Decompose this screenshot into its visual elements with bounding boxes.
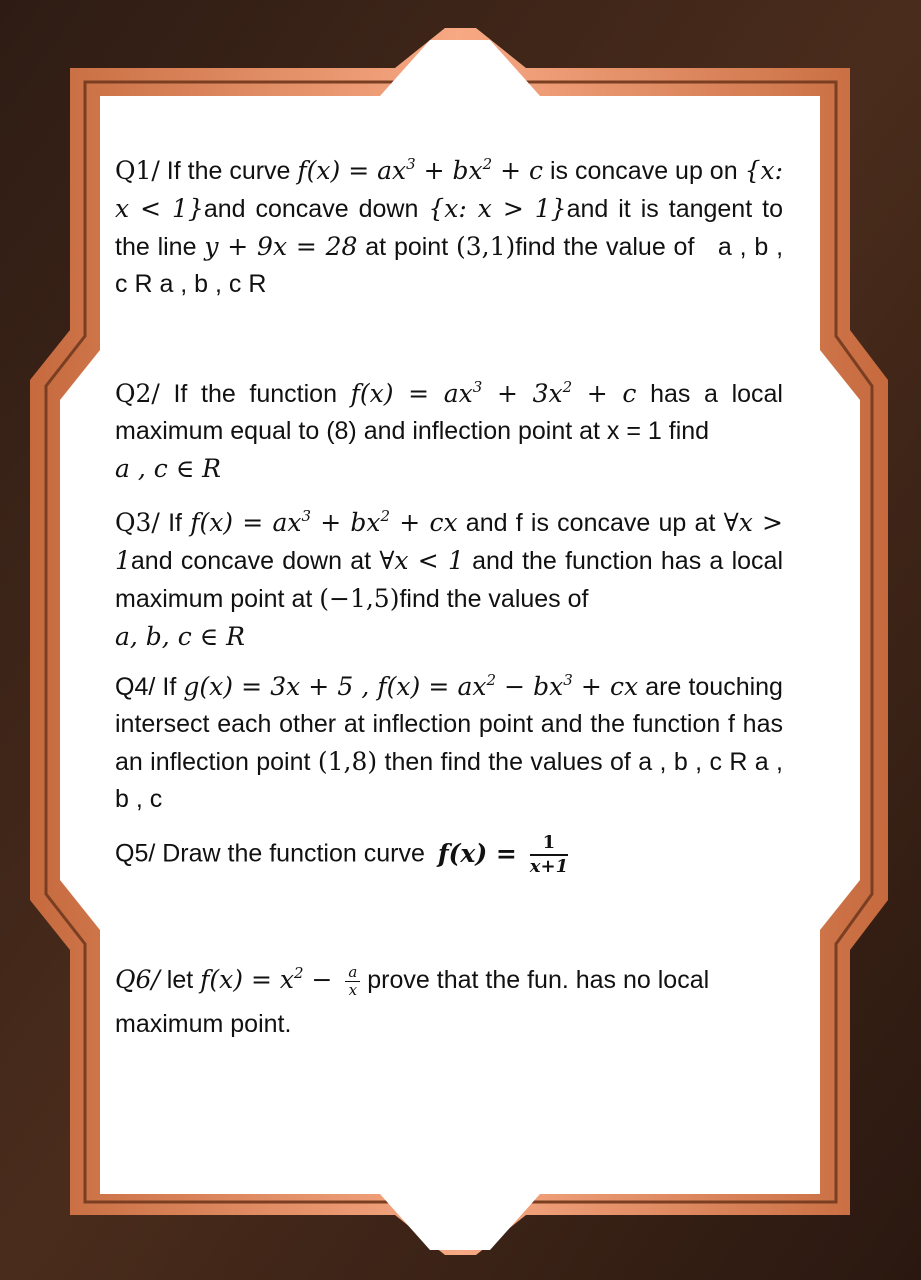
q3-text-5: find the values of xyxy=(399,585,589,613)
q2-text-2: has a local maximum equal to (8) and inflection point at x = 1 find xyxy=(115,380,783,445)
q4-text-1: If xyxy=(162,673,177,701)
question-5 xyxy=(115,832,783,878)
q6-text-1: let xyxy=(166,966,194,994)
q3-cond-1: ∀x > 1 xyxy=(115,508,783,575)
q1-text-7: a , b , c R a , b , c R xyxy=(115,233,784,298)
q1-text-1: If the curve xyxy=(166,157,291,185)
q3-cond-2: ∀x < 1 xyxy=(379,546,464,575)
q6-fraction: $\frac{a}{x}$ xyxy=(345,964,360,999)
q1-text-6: find the value of xyxy=(515,233,695,261)
q3-point: (−1,5) xyxy=(319,584,400,613)
q6-label: Q6/ xyxy=(115,965,160,994)
question-4 xyxy=(115,668,783,818)
q1-point: (3,1) xyxy=(456,232,516,261)
q3-formula: $f(x) = ax^3 + bx^2$ + cx xyxy=(190,507,458,537)
q3-label: Q3/ xyxy=(115,508,160,537)
q6-formula: $f(x) = x^2$ − xyxy=(200,964,333,994)
q2-text-3: a , c ∈ R xyxy=(115,454,221,483)
q3-text-1: If xyxy=(168,509,182,537)
q2-formula: $f(x) = ax^3 + 3x^2 + c$ xyxy=(350,378,637,408)
q5-formula: f(x) = xyxy=(437,838,517,868)
q3-text-3: and concave down at xyxy=(130,547,372,575)
q6-text-2: prove that the fun. has no local maximum point. xyxy=(115,966,710,1038)
q3-text-6: a, b, c ∈ R xyxy=(115,622,245,651)
q1-text-3: and concave down xyxy=(203,195,419,223)
q1-set-2: {x: x > 1} xyxy=(428,194,567,223)
q2-text-1: If the function xyxy=(173,380,337,408)
q1-formula: $f(x) = ax^3 + bx^2 + c$ xyxy=(297,155,544,185)
q1-set-1: {x: x < 1} xyxy=(115,156,784,223)
question-1 xyxy=(115,152,783,303)
question-2 xyxy=(115,375,783,488)
q4-text-2: are touching intersect each other at inflection point and the function f has an inflection point xyxy=(115,673,783,776)
q1-label: Q1/ xyxy=(115,156,160,185)
q3-text-2: and f is concave up at xyxy=(465,509,716,537)
q1-text-2: is concave up on xyxy=(549,157,738,185)
q5-label: Q5/ xyxy=(115,839,156,868)
q1-text-5: at point xyxy=(365,233,449,261)
q4-text-3: then find the values of a , b , c R a , b , c xyxy=(115,748,783,813)
q4-label: Q4/ xyxy=(115,673,156,701)
q5-text-1: Draw the function curve xyxy=(162,839,425,868)
q4-formula: g(x) = 3x + 5 , $f(x) = ax^2 - bx^3$ + cx xyxy=(183,671,639,701)
q1-text-4: and it is tangent to the line xyxy=(115,195,783,261)
question-3 xyxy=(115,504,783,656)
question-6 xyxy=(115,958,783,1046)
q5-fraction: $\frac{1}{x+1}$ xyxy=(529,832,569,877)
q4-point: (1,8) xyxy=(317,747,378,776)
q3-text-4: and the function has a local maximum point at xyxy=(115,547,783,613)
q2-label: Q2/ xyxy=(115,379,160,408)
q1-line: y + 9x = 28 xyxy=(204,232,358,261)
